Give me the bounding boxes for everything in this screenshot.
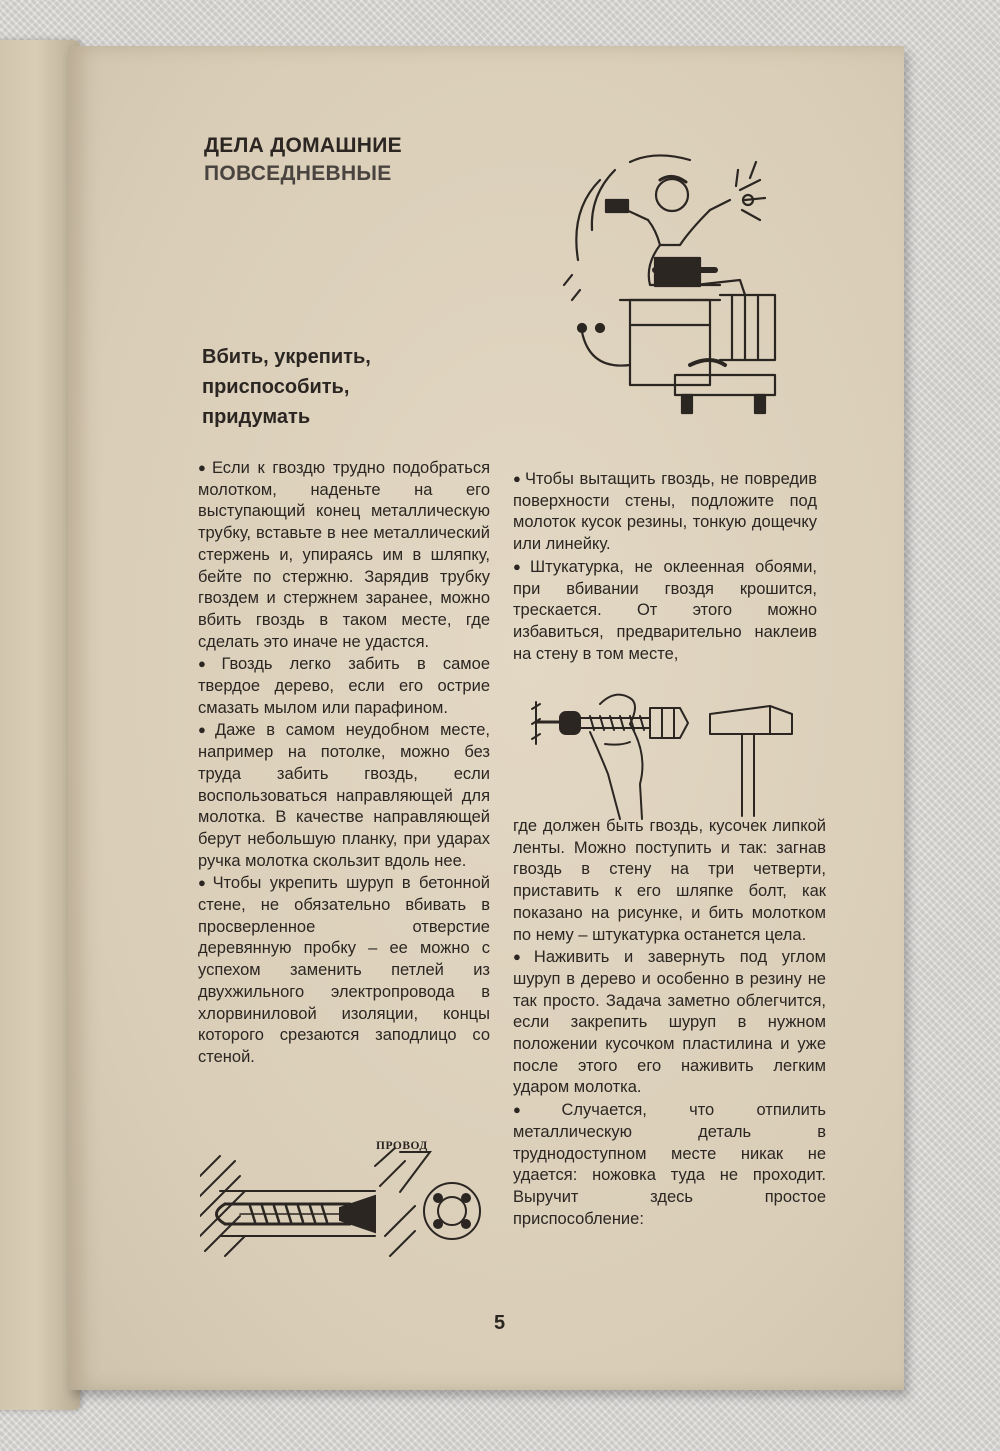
bullet-icon: ● [198, 460, 209, 475]
article-title-line: придумать [202, 406, 311, 428]
paragraph-text: Наживить и завернуть под углом шуруп в дерево и особенно в резину не так просто. Задача заметно облегчится, если закрепить шуруп в нужном положении кусочком пластилина и уже после этого его наживить легким ударом молотка. [513, 948, 827, 1097]
paragraph [513, 816, 826, 946]
wire-label: ПРОВОД [376, 1140, 428, 1152]
paragraph-text: Даже в самом неудобном месте, например на потолке, можно без труда забить гвоздь, если воспользоваться направляющей для молотка. В качестве направляющей берут небольшую планку, при ударах ручка молотка скользит вдоль нее. [198, 721, 490, 870]
article-title [202, 342, 371, 432]
paragraph-text: где должен быть гвоздь, кусочек липкой ленты. Можно поступить и так: загнав гвоздь в стену на три четверти, приставить к его шляпке болт, как показано на рисунке, и бить молотком по нему – штукатурка останется цела. [513, 817, 826, 944]
right-text-column-top [513, 468, 817, 665]
section-title [204, 132, 402, 188]
left-text-column [198, 457, 490, 1069]
bullet-icon: ● [198, 722, 212, 738]
article-title-line: приспособить, [202, 376, 350, 398]
paragraph [198, 719, 490, 872]
bullet-icon: ● [513, 949, 531, 965]
section-title-line-2: ПОВСЕДНЕВНЫЕ [204, 162, 392, 185]
paragraph [198, 872, 490, 1068]
paragraph-text: Если к гвоздю трудно подобраться молотком, наденьте на его выступающий конец металлическую трубку, вставьте в нее металлический стержень и, упираясь им в шляпку, бейте по стержню. Зарядив трубку гвоздем и стержнем заранее, можно вбить гвоздь в таком месте, где сделать это иначе не удастся. [198, 459, 491, 651]
paragraph [513, 946, 826, 1099]
section-title-line-1: ДЕЛА ДОМАШНИЕ [204, 134, 402, 157]
paragraph [513, 468, 817, 556]
bullet-icon: ● [513, 1102, 559, 1118]
paragraph-text: Чтобы укрепить шуруп в бетонной стене, не обязательно вбивать в просверленное отверстие деревянную пробку – ее можно с успехом заменить петлей из двухжильного электропровода в хлорвиниловой изоляции, концы которого срезаются заподлицо со стеной. [198, 874, 490, 1066]
paragraph [513, 556, 817, 666]
bullet-icon: ● [513, 471, 522, 486]
page-number: 5 [494, 1312, 506, 1334]
paragraph-text: Случается, что отпилить металлическую деталь в труднодоступном месте никак не удается: ножовка туда не проходит. Выручит здесь простое приспособление: [513, 1101, 826, 1228]
right-text-column-bottom [513, 816, 826, 1230]
paragraph [513, 1099, 826, 1230]
illustration-wire-loop [200, 1136, 500, 1266]
article-title-line: Вбить, укрепить, [202, 346, 371, 368]
illustration-man-hammering [560, 150, 810, 415]
bullet-icon: ● [513, 558, 527, 574]
paragraph [198, 457, 490, 653]
paragraph-text: Штукатурка, не оклеенная обоями, при вбивании гвоздя крошится, трескается. От этого можно избавиться, предварительно наклеив на стену в том месте, [513, 557, 817, 663]
paragraph-text: Гвоздь легко забить в самое твердое дерево, если его острие смазать мылом или парафином. [198, 655, 491, 717]
illustration-bolt-hammer [530, 684, 810, 824]
bullet-icon: ● [198, 656, 219, 672]
paragraph [198, 653, 490, 719]
paragraph-text: Чтобы вытащить гвоздь, не повредив поверхности стены, подложите под молоток кусок резины, тонкую дощечку или линейку. [513, 470, 817, 554]
bullet-icon: ● [198, 875, 210, 891]
